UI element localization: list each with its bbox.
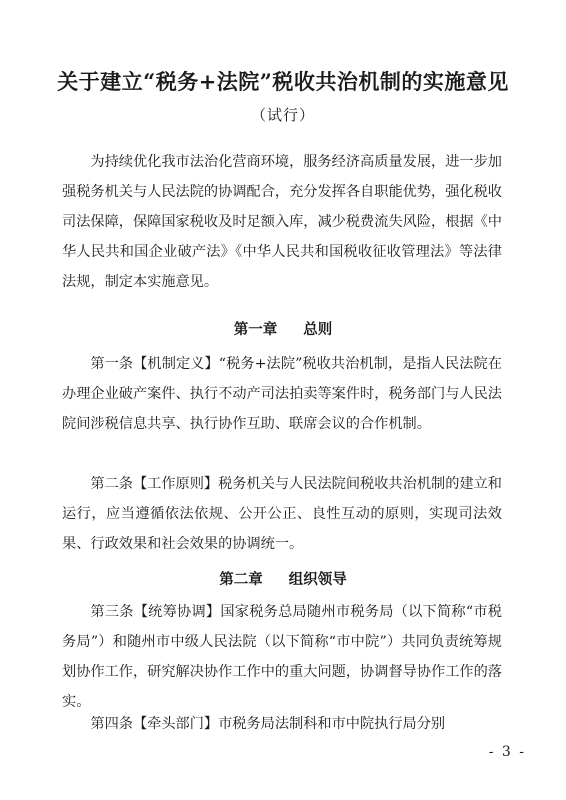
intro-paragraph: 为持续优化我市法治化营商环境，服务经济高质量发展，进一步加强税务机关与人民法院的协调配合，充分发挥各自职能优势，强化税收司法保障，保障国家税收及时足额入库，减少税费流失风险，根据《中华人民共和国企业破产法》《中华人民共和国税收征收管理法》等法律法规，制定本实施意见。 bbox=[62, 154, 502, 290]
article-4 bbox=[62, 709, 502, 739]
chapter-1-heading bbox=[0, 318, 566, 339]
article-1 bbox=[62, 349, 502, 439]
article-4-text: 市税务局法制科和市中院执行局分别 bbox=[218, 716, 446, 732]
article-3 bbox=[62, 597, 502, 717]
article-3-label: 第三条【统筹协调】 bbox=[90, 604, 221, 620]
article-3-text: 国家税务总局随州市税务局（以下简称“市税务局”）和随州市中级人民法院（以下简称“市中院”）共同负责统筹规划协作工作，研究解决协作工作中的重大问题，协调督导协作工作的落实。 bbox=[62, 604, 502, 710]
chapter-2-heading bbox=[0, 568, 566, 589]
document-title: 关于建立“税务+法院”税收共治机制的实施意见 bbox=[57, 69, 509, 94]
article-2 bbox=[62, 469, 502, 559]
chapter-2-number: 第二章 bbox=[219, 571, 263, 588]
page-number: - 3 - bbox=[488, 744, 526, 760]
document-subtitle: （试行） bbox=[250, 106, 315, 124]
article-2-label: 第二条【工作原则】 bbox=[90, 476, 219, 492]
article-4-label: 第四条【牵头部门】 bbox=[90, 716, 219, 732]
article-1-label: 第一条【机制定义】 bbox=[90, 356, 219, 372]
chapter-1-number: 第一章 bbox=[233, 321, 278, 338]
article-2-text: 税务机关与人民法院间税收共治机制的建立和运行，应当遵循依法依规、公开公正、良性互动的原则，实现司法效果、行政效果和社会效果的协调统一。 bbox=[62, 476, 502, 552]
chapter-1-name: 总则 bbox=[303, 321, 333, 338]
chapter-2-name: 组织领导 bbox=[288, 571, 347, 588]
article-1-text: “税务+法院”税收共治机制，是指人民法院在办理企业破产案件、执行不动产司法拍卖等案件时，税务部门与人民法院间涉税信息共享、执行协作互助、联席会议的合作机制。 bbox=[62, 356, 502, 432]
